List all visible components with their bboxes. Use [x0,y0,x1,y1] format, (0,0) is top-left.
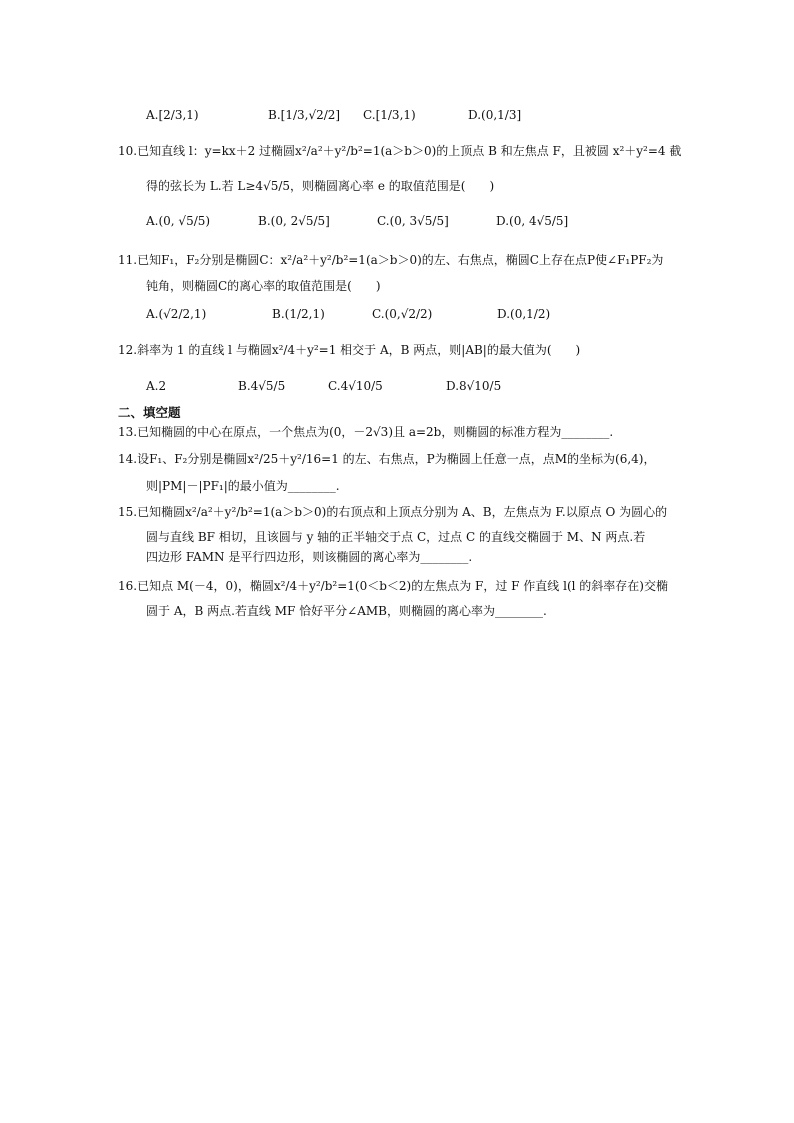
q9-option-d: D.(0,1/3] [468,108,522,122]
q11-option-b: B.(1/2,1) [272,307,325,321]
q14-line-2: 则|PM|－|PF₁|的最小值为________. [146,479,340,493]
q10-line-2: 得的弦长为 L.若 L≥4√5/5，则椭圆离心率 e 的取值范围是( ) [146,179,495,193]
q15-line-3: 四边形 FAMN 是平行四边形，则该椭圆的离心率为________. [146,550,473,564]
q10-option-c: C.(0, 3√5/5] [377,214,449,228]
q10-option-d: D.(0, 4√5/5] [496,214,569,228]
q10-option-a: A.(0, √5/5) [146,214,211,228]
q14-line-1: 14.设F₁、F₂分别是椭圆x²/25＋y²/16=1 的左、右焦点，P为椭圆上任意一点，点M的坐标为(6,4)， [118,452,656,466]
q11-option-d: D.(0,1/2) [497,307,551,321]
q10-line-1: 10.已知直线 l：y=kx＋2 过椭圆x²/a²＋y²/b²=1(a＞b＞0)的上顶点 B 和左焦点 F，且被圆 x²＋y²=4 截 [118,144,682,158]
q12-option-d: D.8√10/5 [446,379,502,393]
q11-line-1: 11.已知F₁，F₂分别是椭圆C：x²/a²＋y²/b²=1(a＞b＞0)的左、右焦点，椭圆C上存在点P使∠F₁PF₂为 [118,253,664,267]
q12-option-a: A.2 [146,379,167,393]
q11-line-2: 钝角，则椭圆C的离心率的取值范围是( ) [146,279,381,293]
q11-option-c: C.(0,√2/2) [372,307,433,321]
q15-line-1: 15.已知椭圆x²/a²＋y²/b²=1(a＞b＞0)的右顶点和上顶点分别为 A、B，左焦点为 F.以原点 O 为圆心的 [118,505,668,519]
q9-option-b: B.[1/3,√2/2] [268,108,341,122]
q9-option-c: C.[1/3,1) [363,108,416,122]
q12-option-c: C.4√10/5 [328,379,383,393]
q9-option-a: A.[2/3,1) [146,108,199,122]
q13-line: 13.已知椭圆的中心在原点，一个焦点为(0，－2√3)且 a=2b，则椭圆的标准方程为________. [118,425,614,439]
q15-line-2: 圆与直线 BF 相切，且该圆与 y 轴的正半轴交于点 C，过点 C 的直线交椭圆于 M、N 两点.若 [146,530,646,544]
q16-line-2: 圆于 A，B 两点.若直线 MF 恰好平分∠AMB，则椭圆的离心率为________. [146,604,547,618]
q10-option-b: B.(0, 2√5/5] [258,214,330,228]
q12-line-1: 12.斜率为 1 的直线 l 与椭圆x²/4＋y²=1 相交于 A，B 两点，则|AB|的最大值为( ) [118,343,581,357]
q11-option-a: A.(√2/2,1) [146,307,207,321]
q16-line-1: 16.已知点 M(－4，0)，椭圆x²/4＋y²/b²=1(0＜b＜2)的左焦点为 F，过 F 作直线 l(l 的斜率存在)交椭 [118,579,668,593]
section-heading-fill-in: 二、填空题 [118,405,181,420]
q12-option-b: B.4√5/5 [238,379,286,393]
